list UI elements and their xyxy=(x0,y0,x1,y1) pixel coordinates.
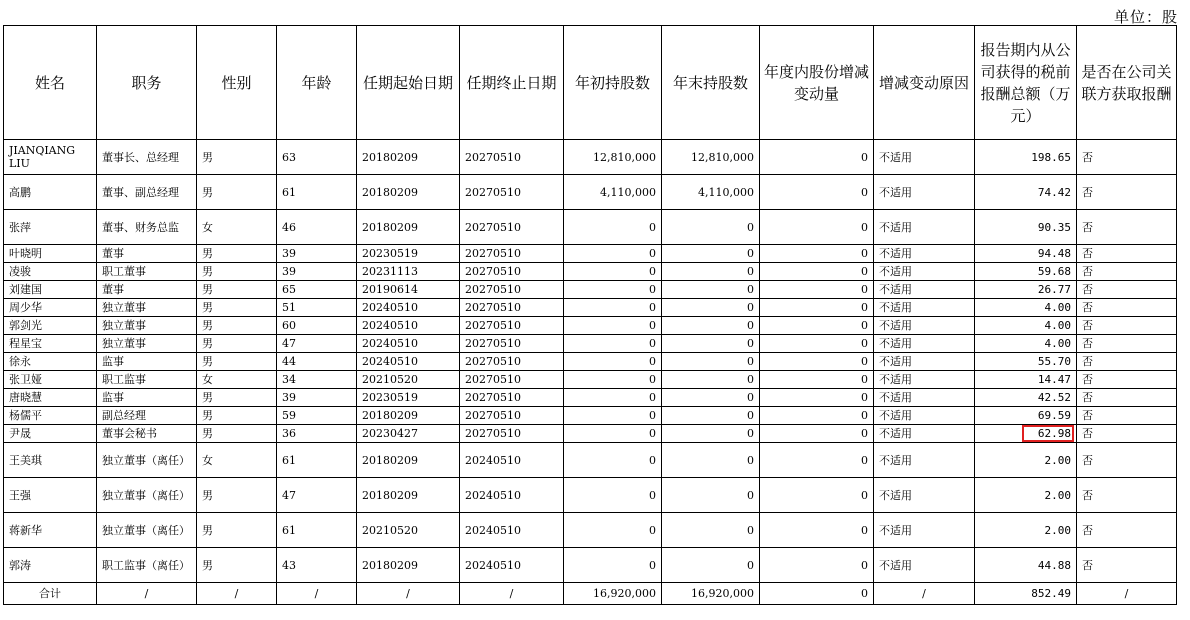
cell-change-reason: 不适用 xyxy=(874,175,975,210)
table-row xyxy=(4,263,1177,281)
cell-shares-end: 0 xyxy=(662,371,760,389)
cell-term-start: 20230519 xyxy=(357,245,460,263)
cell-age: 39 xyxy=(277,263,357,281)
cell-related-party: 否 xyxy=(1077,281,1177,299)
cell-change-reason: 不适用 xyxy=(874,335,975,353)
total-cell-compensation: 852.49 xyxy=(975,583,1077,605)
header-position: 职务 xyxy=(97,26,197,140)
cell-shares-begin: 0 xyxy=(564,478,662,513)
cell-term-start: 20190614 xyxy=(357,281,460,299)
cell-shares-begin: 0 xyxy=(564,263,662,281)
cell-name: 蒋新华 xyxy=(4,513,97,548)
cell-shares-begin: 12,810,000 xyxy=(564,140,662,175)
table-row xyxy=(4,548,1177,583)
table-body xyxy=(4,140,1177,605)
cell-term-start: 20180209 xyxy=(357,175,460,210)
cell-shares-begin: 0 xyxy=(564,389,662,407)
cell-change-reason: 不适用 xyxy=(874,281,975,299)
cell-name: JIANQIANG LIU xyxy=(4,140,97,175)
cell-shares-change: 0 xyxy=(760,407,874,425)
cell-position: 监事 xyxy=(97,353,197,371)
compensation-value: 62.98 xyxy=(1037,427,1071,440)
cell-gender: 男 xyxy=(197,299,277,317)
cell-age: 34 xyxy=(277,371,357,389)
cell-term-end: 20240510 xyxy=(460,513,564,548)
cell-position: 独立董事（离任） xyxy=(97,478,197,513)
cell-shares-change: 0 xyxy=(760,389,874,407)
cell-shares-end: 0 xyxy=(662,210,760,245)
cell-compensation: 4.00 xyxy=(975,317,1077,335)
cell-gender: 男 xyxy=(197,140,277,175)
cell-shares-end: 0 xyxy=(662,389,760,407)
cell-compensation: 59.68 xyxy=(975,263,1077,281)
cell-age: 59 xyxy=(277,407,357,425)
table-row xyxy=(4,281,1177,299)
table-row xyxy=(4,513,1177,548)
cell-gender: 男 xyxy=(197,317,277,335)
cell-term-end: 20270510 xyxy=(460,317,564,335)
cell-gender: 男 xyxy=(197,425,277,443)
cell-term-end: 20240510 xyxy=(460,443,564,478)
cell-shares-end: 0 xyxy=(662,335,760,353)
cell-shares-change: 0 xyxy=(760,478,874,513)
header-shares-begin: 年初持股数 xyxy=(564,26,662,140)
cell-age: 65 xyxy=(277,281,357,299)
cell-compensation: 42.52 xyxy=(975,389,1077,407)
cell-related-party: 否 xyxy=(1077,140,1177,175)
cell-compensation: 4.00 xyxy=(975,335,1077,353)
cell-compensation: 4.00 xyxy=(975,299,1077,317)
cell-term-start: 20240510 xyxy=(357,353,460,371)
cell-compensation: 14.47 xyxy=(975,371,1077,389)
header-term-start: 任期起始日期 xyxy=(357,26,460,140)
cell-compensation: 74.42 xyxy=(975,175,1077,210)
cell-age: 46 xyxy=(277,210,357,245)
cell-name: 张卫娅 xyxy=(4,371,97,389)
cell-position: 职工董事 xyxy=(97,263,197,281)
total-cell-term-end: / xyxy=(460,583,564,605)
total-cell-gender: / xyxy=(197,583,277,605)
total-cell-change-reason: / xyxy=(874,583,975,605)
cell-shares-end: 0 xyxy=(662,443,760,478)
cell-position: 独立董事（离任） xyxy=(97,513,197,548)
cell-age: 47 xyxy=(277,478,357,513)
cell-term-end: 20270510 xyxy=(460,353,564,371)
cell-term-start: 20231113 xyxy=(357,263,460,281)
header-gender: 性别 xyxy=(197,26,277,140)
table-row xyxy=(4,175,1177,210)
cell-age: 61 xyxy=(277,443,357,478)
cell-related-party: 否 xyxy=(1077,513,1177,548)
cell-change-reason: 不适用 xyxy=(874,371,975,389)
cell-term-start: 20240510 xyxy=(357,317,460,335)
cell-shares-end: 0 xyxy=(662,245,760,263)
cell-related-party: 否 xyxy=(1077,335,1177,353)
cell-change-reason: 不适用 xyxy=(874,478,975,513)
cell-age: 39 xyxy=(277,389,357,407)
cell-term-end: 20270510 xyxy=(460,407,564,425)
cell-position: 独立董事 xyxy=(97,335,197,353)
cell-term-end: 20270510 xyxy=(460,175,564,210)
cell-compensation: 94.48 xyxy=(975,245,1077,263)
cell-shares-begin: 0 xyxy=(564,513,662,548)
cell-shares-begin: 0 xyxy=(564,210,662,245)
cell-position: 职工监事（离任） xyxy=(97,548,197,583)
table-row xyxy=(4,245,1177,263)
cell-term-start: 20210520 xyxy=(357,513,460,548)
table-row xyxy=(4,407,1177,425)
cell-gender: 女 xyxy=(197,210,277,245)
cell-gender: 男 xyxy=(197,513,277,548)
cell-position: 董事、财务总监 xyxy=(97,210,197,245)
cell-term-end: 20270510 xyxy=(460,140,564,175)
cell-related-party: 否 xyxy=(1077,245,1177,263)
director-compensation-table xyxy=(3,25,1177,605)
total-cell-age: / xyxy=(277,583,357,605)
total-cell-term-start: / xyxy=(357,583,460,605)
cell-shares-end: 0 xyxy=(662,317,760,335)
cell-gender: 男 xyxy=(197,281,277,299)
cell-related-party: 否 xyxy=(1077,175,1177,210)
cell-related-party: 否 xyxy=(1077,263,1177,281)
table-row xyxy=(4,425,1177,443)
cell-position: 职工监事 xyxy=(97,371,197,389)
cell-compensation: 69.59 xyxy=(975,407,1077,425)
cell-shares-begin: 0 xyxy=(564,425,662,443)
cell-shares-end: 12,810,000 xyxy=(662,140,760,175)
cell-related-party: 否 xyxy=(1077,210,1177,245)
cell-term-start: 20180209 xyxy=(357,443,460,478)
cell-name: 叶晓明 xyxy=(4,245,97,263)
cell-shares-change: 0 xyxy=(760,425,874,443)
cell-position: 独立董事 xyxy=(97,299,197,317)
cell-gender: 男 xyxy=(197,353,277,371)
cell-related-party: 否 xyxy=(1077,371,1177,389)
cell-shares-begin: 0 xyxy=(564,443,662,478)
cell-shares-change: 0 xyxy=(760,548,874,583)
table-header-row xyxy=(4,26,1177,140)
cell-position: 监事 xyxy=(97,389,197,407)
cell-age: 63 xyxy=(277,140,357,175)
cell-change-reason: 不适用 xyxy=(874,299,975,317)
cell-term-start: 20180209 xyxy=(357,478,460,513)
total-cell-related-party: / xyxy=(1077,583,1177,605)
table-row xyxy=(4,353,1177,371)
total-row xyxy=(4,583,1177,605)
cell-age: 61 xyxy=(277,175,357,210)
cell-related-party: 否 xyxy=(1077,407,1177,425)
cell-name: 唐晓慧 xyxy=(4,389,97,407)
cell-shares-end: 0 xyxy=(662,478,760,513)
cell-position: 独立董事 xyxy=(97,317,197,335)
cell-shares-end: 0 xyxy=(662,263,760,281)
header-related-party: 是否在公司关联方获取报酬 xyxy=(1077,26,1177,140)
cell-gender: 男 xyxy=(197,389,277,407)
cell-term-end: 20270510 xyxy=(460,335,564,353)
cell-shares-change: 0 xyxy=(760,335,874,353)
total-cell-shares-end: 16,920,000 xyxy=(662,583,760,605)
cell-name: 王美琪 xyxy=(4,443,97,478)
cell-change-reason: 不适用 xyxy=(874,548,975,583)
cell-age: 60 xyxy=(277,317,357,335)
cell-shares-end: 0 xyxy=(662,407,760,425)
cell-name: 高鹏 xyxy=(4,175,97,210)
header-shares-end: 年末持股数 xyxy=(662,26,760,140)
cell-term-end: 20270510 xyxy=(460,371,564,389)
cell-name: 杨儒平 xyxy=(4,407,97,425)
cell-change-reason: 不适用 xyxy=(874,425,975,443)
cell-shares-begin: 4,110,000 xyxy=(564,175,662,210)
cell-shares-change: 0 xyxy=(760,317,874,335)
cell-age: 43 xyxy=(277,548,357,583)
cell-term-end: 20240510 xyxy=(460,548,564,583)
cell-compensation: 55.70 xyxy=(975,353,1077,371)
header-compensation: 报告期内从公司获得的税前报酬总额（万元） xyxy=(975,26,1077,140)
cell-name: 郭涛 xyxy=(4,548,97,583)
cell-shares-change: 0 xyxy=(760,281,874,299)
table-row xyxy=(4,140,1177,175)
cell-shares-begin: 0 xyxy=(564,353,662,371)
table-row xyxy=(4,478,1177,513)
cell-name: 王强 xyxy=(4,478,97,513)
cell-related-party: 否 xyxy=(1077,548,1177,583)
cell-age: 47 xyxy=(277,335,357,353)
cell-shares-end: 0 xyxy=(662,281,760,299)
cell-shares-begin: 0 xyxy=(564,335,662,353)
cell-shares-change: 0 xyxy=(760,175,874,210)
cell-term-end: 20270510 xyxy=(460,299,564,317)
cell-change-reason: 不适用 xyxy=(874,140,975,175)
cell-name: 尹晟 xyxy=(4,425,97,443)
cell-term-end: 20270510 xyxy=(460,389,564,407)
cell-related-party: 否 xyxy=(1077,317,1177,335)
cell-related-party: 否 xyxy=(1077,299,1177,317)
cell-term-start: 20240510 xyxy=(357,299,460,317)
cell-compensation: 90.35 xyxy=(975,210,1077,245)
cell-compensation: 2.00 xyxy=(975,443,1077,478)
cell-related-party: 否 xyxy=(1077,478,1177,513)
cell-shares-end: 0 xyxy=(662,299,760,317)
highlight-box xyxy=(1022,425,1074,442)
total-cell-position: / xyxy=(97,583,197,605)
cell-shares-change: 0 xyxy=(760,513,874,548)
cell-name: 周少华 xyxy=(4,299,97,317)
cell-compensation: 198.65 xyxy=(975,140,1077,175)
cell-shares-begin: 0 xyxy=(564,299,662,317)
cell-position: 董事 xyxy=(97,281,197,299)
cell-shares-begin: 0 xyxy=(564,371,662,389)
cell-related-party: 否 xyxy=(1077,353,1177,371)
cell-shares-begin: 0 xyxy=(564,317,662,335)
cell-term-start: 20180209 xyxy=(357,407,460,425)
cell-shares-begin: 0 xyxy=(564,245,662,263)
cell-term-end: 20270510 xyxy=(460,281,564,299)
cell-term-start: 20180209 xyxy=(357,548,460,583)
cell-term-end: 20270510 xyxy=(460,425,564,443)
cell-term-end: 20270510 xyxy=(460,263,564,281)
cell-name: 刘建国 xyxy=(4,281,97,299)
cell-age: 39 xyxy=(277,245,357,263)
header-shares-change: 年度内股份增减变动量 xyxy=(760,26,874,140)
cell-shares-change: 0 xyxy=(760,371,874,389)
cell-term-start: 20240510 xyxy=(357,335,460,353)
cell-shares-change: 0 xyxy=(760,210,874,245)
cell-age: 61 xyxy=(277,513,357,548)
total-cell-shares-change: 0 xyxy=(760,583,874,605)
cell-compensation: 44.88 xyxy=(975,548,1077,583)
cell-gender: 男 xyxy=(197,407,277,425)
cell-change-reason: 不适用 xyxy=(874,353,975,371)
cell-age: 51 xyxy=(277,299,357,317)
cell-term-start: 20230427 xyxy=(357,425,460,443)
unit-label: 单位：股 xyxy=(1113,8,1178,26)
cell-name: 郭剑光 xyxy=(4,317,97,335)
cell-change-reason: 不适用 xyxy=(874,245,975,263)
cell-related-party: 否 xyxy=(1077,443,1177,478)
cell-shares-change: 0 xyxy=(760,443,874,478)
cell-shares-end: 0 xyxy=(662,513,760,548)
cell-position: 董事长、总经理 xyxy=(97,140,197,175)
cell-change-reason: 不适用 xyxy=(874,263,975,281)
table-row xyxy=(4,317,1177,335)
cell-shares-change: 0 xyxy=(760,245,874,263)
cell-shares-begin: 0 xyxy=(564,407,662,425)
cell-related-party: 否 xyxy=(1077,389,1177,407)
cell-term-end: 20270510 xyxy=(460,245,564,263)
cell-shares-end: 4,110,000 xyxy=(662,175,760,210)
cell-gender: 男 xyxy=(197,263,277,281)
cell-position: 董事、副总经理 xyxy=(97,175,197,210)
cell-term-end: 20240510 xyxy=(460,478,564,513)
cell-gender: 男 xyxy=(197,478,277,513)
cell-gender: 男 xyxy=(197,245,277,263)
header-name: 姓名 xyxy=(4,26,97,140)
cell-change-reason: 不适用 xyxy=(874,317,975,335)
cell-shares-change: 0 xyxy=(760,299,874,317)
table-row xyxy=(4,443,1177,478)
cell-position: 独立董事（离任） xyxy=(97,443,197,478)
cell-name: 程星宝 xyxy=(4,335,97,353)
cell-change-reason: 不适用 xyxy=(874,407,975,425)
cell-name: 徐永 xyxy=(4,353,97,371)
table-row xyxy=(4,371,1177,389)
cell-gender: 女 xyxy=(197,443,277,478)
cell-term-end: 20270510 xyxy=(460,210,564,245)
cell-shares-begin: 0 xyxy=(564,548,662,583)
cell-term-start: 20180209 xyxy=(357,140,460,175)
cell-shares-end: 0 xyxy=(662,548,760,583)
table-row xyxy=(4,389,1177,407)
cell-name: 凌骏 xyxy=(4,263,97,281)
cell-change-reason: 不适用 xyxy=(874,443,975,478)
cell-age: 44 xyxy=(277,353,357,371)
cell-change-reason: 不适用 xyxy=(874,389,975,407)
cell-shares-change: 0 xyxy=(760,263,874,281)
cell-position: 副总经理 xyxy=(97,407,197,425)
cell-name: 张萍 xyxy=(4,210,97,245)
cell-shares-end: 0 xyxy=(662,425,760,443)
cell-term-start: 20230519 xyxy=(357,389,460,407)
cell-age: 36 xyxy=(277,425,357,443)
total-cell-shares-begin: 16,920,000 xyxy=(564,583,662,605)
cell-gender: 女 xyxy=(197,371,277,389)
cell-shares-end: 0 xyxy=(662,353,760,371)
cell-shares-change: 0 xyxy=(760,140,874,175)
table-row xyxy=(4,299,1177,317)
table-row xyxy=(4,335,1177,353)
cell-compensation: 2.00 xyxy=(975,513,1077,548)
cell-position: 董事 xyxy=(97,245,197,263)
cell-compensation xyxy=(975,425,1077,443)
cell-shares-change: 0 xyxy=(760,353,874,371)
cell-term-start: 20180209 xyxy=(357,210,460,245)
cell-related-party: 否 xyxy=(1077,425,1177,443)
cell-change-reason: 不适用 xyxy=(874,210,975,245)
cell-term-start: 20210520 xyxy=(357,371,460,389)
cell-gender: 男 xyxy=(197,548,277,583)
cell-gender: 男 xyxy=(197,335,277,353)
cell-gender: 男 xyxy=(197,175,277,210)
cell-compensation: 2.00 xyxy=(975,478,1077,513)
cell-position: 董事会秘书 xyxy=(97,425,197,443)
cell-shares-begin: 0 xyxy=(564,281,662,299)
table-row xyxy=(4,210,1177,245)
header-change-reason: 增减变动原因 xyxy=(874,26,975,140)
header-term-end: 任期终止日期 xyxy=(460,26,564,140)
cell-compensation: 26.77 xyxy=(975,281,1077,299)
header-age: 年龄 xyxy=(277,26,357,140)
cell-change-reason: 不适用 xyxy=(874,513,975,548)
total-cell-name: 合计 xyxy=(4,583,97,605)
